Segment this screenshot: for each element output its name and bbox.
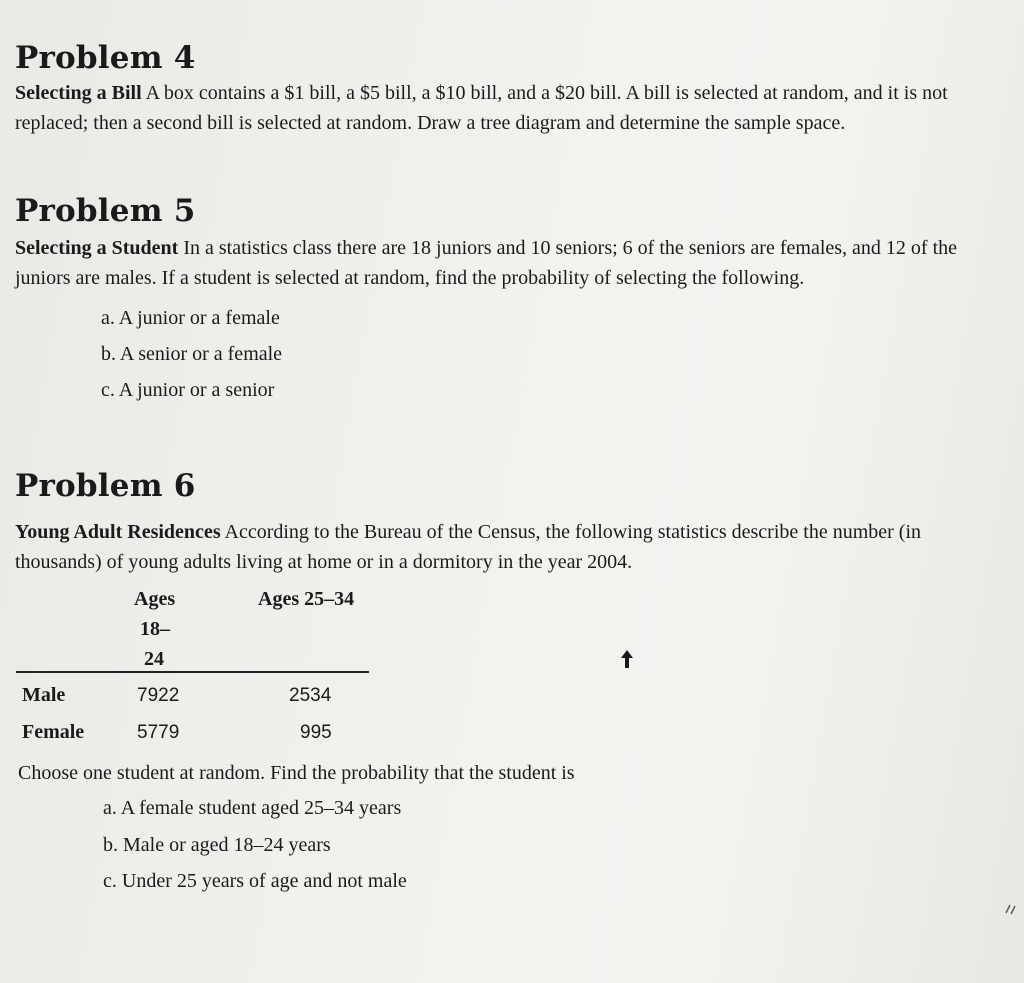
table-cell-male-25-34: 2534 [289,685,332,706]
table-header-rule [16,671,369,673]
table-col1-header-line1: Ages [134,588,176,610]
problem-4-lead: Selecting a Bill [15,82,142,104]
table-row-female-label: Female [22,721,85,743]
table-cell-female-25-34: 995 [300,722,332,743]
problem-5-heading: Problem 5 [15,193,196,229]
pen-mark-icon [1004,900,1018,916]
problem-6-heading: Problem 6 [15,468,196,504]
problem-6-item-b: b. Male or aged 18–24 years [103,834,331,856]
mouse-pointer-icon [619,648,635,670]
problem-6-item-a: a. A female student aged 25–34 years [103,797,402,819]
table-col1-header-line3: 24 [144,648,164,670]
problem-6-text [15,517,1000,577]
problem-5-item-a: a. A junior or a female [101,307,280,329]
problem-6-question: Choose one student at random. Find the probability that the student is [18,762,575,784]
problem-6-lead: Young Adult Residences [15,521,221,543]
problem-6-item-c: c. Under 25 years of age and not male [103,870,407,892]
problem-4-body: A box contains a $1 bill, a $5 bill, a $10 bill, and a $20 bill. A bill is selected at random, and it is not replaced; then a second bill is selected at random. Draw a tree diagram and determine the sample space. [15,82,948,134]
table-col2-header: Ages 25–34 [258,588,355,610]
table-col1-header-line2: 18– [140,618,170,640]
problem-5-item-b: b. A senior or a female [101,343,283,365]
table-row-male-label: Male [22,684,66,706]
problem-5-item-c: c. A junior or a senior [101,379,275,401]
table-cell-female-18-24: 5779 [137,722,180,743]
problem-4-heading: Problem 4 [15,40,196,76]
table-cell-male-18-24: 7922 [137,685,180,706]
problem-4-text [15,78,1000,138]
problem-5-body: In a statistics class there are 18 juniors and 10 seniors; 6 of the seniors are females, and 12 of the juniors are males. If a student is selected at random, find the probability of selecting the following. [15,237,958,289]
problem-5-text [15,233,1000,293]
problem-5-lead: Selecting a Student [15,237,179,259]
problem-6-body: According to the Bureau of the Census, the following statistics describe the number (in thousands) of young adults living at home or in a dormitory in the year 2004. [15,521,922,573]
